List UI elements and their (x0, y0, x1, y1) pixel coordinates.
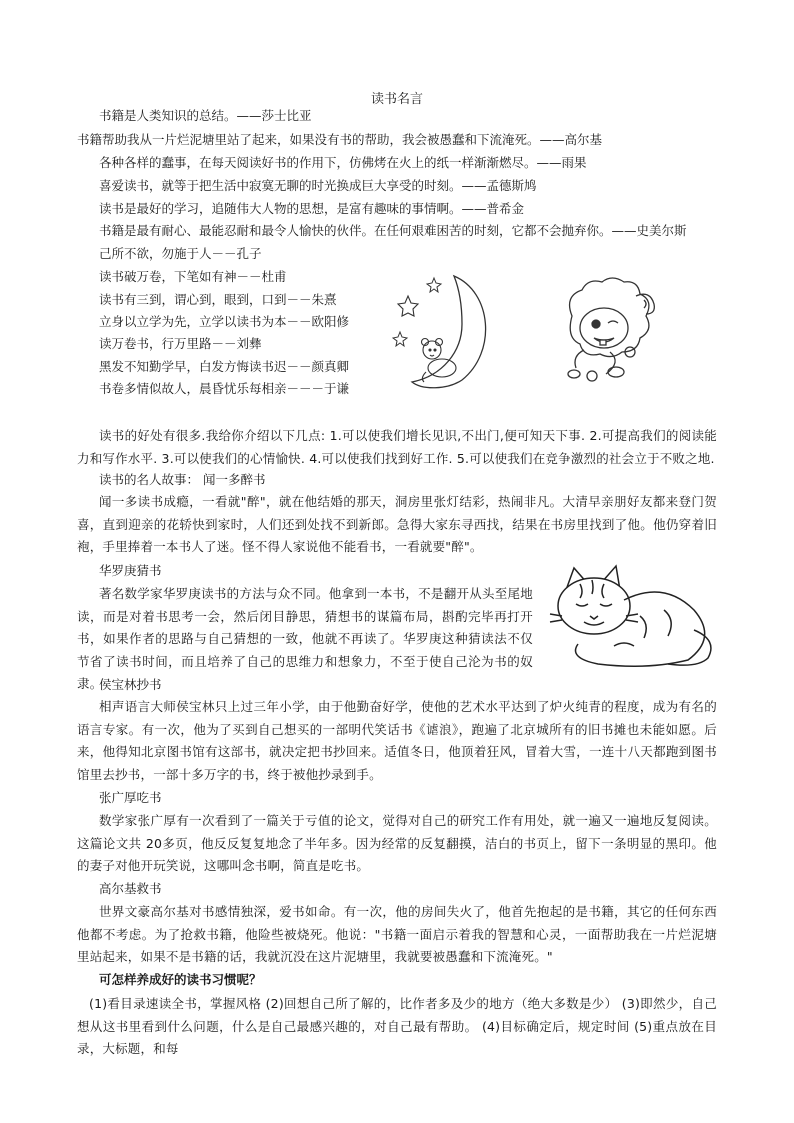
benefits-paragraph: 读书的好处有很多.我给你介绍以下几点: 1.可以使我们增长见识,不出门,便可知天下事. 2.可提高我们的阅读能力和写作水平. 3.可以使我们的心情愉快. 4.可以使我们找到好工作. 5.可以使我们在竞争激烈的社会立于不败之地. (77, 428, 717, 466)
quote-line: 己所不欲，勿施于人－－孔子 (99, 246, 262, 261)
quote-line: 书籍是最有耐心、最能忍耐和最令人愉快的伙伴。在任何艰难困苦的时刻，它都不会抛弃你。——史美尔斯 (99, 223, 687, 238)
moon-icon (412, 276, 486, 388)
story-title: 张广厚吃书 (99, 790, 162, 805)
story-paragraph-hou: 相声语言大师侯宝林只上过三年小学，由于他勤奋好学，使他的艺术水平达到了炉火纯青的程度，成为有名的语言专家。有一次，他为了买到自己想买的一部明代笑话书《谑浪》，跑遍了北京城所有的旧书摊也未能如愿。后来，他得知北京图书馆有这部书，就决定把书抄回来。适值冬日，他顶着狂风，冒着大雪，一连十八天都跑到图书馆里去抄书，一部十多万字的书，终于被他抄录到手。 (77, 699, 717, 782)
cartoon-goat-illustration (552, 276, 662, 388)
quote-line: 书籍是人类知识的总结。——莎士比亚 (99, 108, 312, 123)
quote-line: 读书破万卷，下笔如有神－－杜甫 (99, 269, 287, 284)
story-title: 高尔基救书 (99, 881, 162, 896)
story-title: 华罗庚猜书 (99, 563, 162, 578)
quote-line: 各种各样的蠢事，在每天阅读好书的作用下，仿佛烤在火上的纸一样渐渐燃尽。——雨果 (99, 155, 587, 170)
moon-bear-illustration (392, 272, 502, 392)
section-heading: 读书的名人故事： 闻一多醉书 (99, 472, 266, 487)
story-paragraph-wen: 闻一多读书成瘾，一看就"醉"，就在他结婚的那天，洞房里张灯结彩，热闹非凡。大清早亲朋好友都来登门贺喜，直到迎亲的花轿快到家时，人们还到处找不到新郎。急得大家东寻西找，结果在书房里找到了他。他仍穿着旧袍，手里捧着一本书人了迷。怪不得人家说他不能看书，一看就要"醉"。 (77, 494, 717, 554)
habit-heading: 可怎样养成好的读书习惯呢？ (99, 972, 262, 987)
habit-paragraph: (1)看目录速读全书，掌握风格 (2)回想自己所了解的，比作者多及少的地方（绝大多数是少） (3)即然少，自己想从这书里看到什么问题，什么是自己最感兴趣的，对自己最有帮助。 (4)目标确定后，规定时间 (5)重点放在目录，大标题，和每 (77, 996, 717, 1056)
story-paragraph-hua: 著名数学家华罗庚读书的方法与众不同。他拿到一本书，不是翻开从头至尾地读，而是对着书思考一会，然后闭目静思，猜想书的谋篇布局，斟酌完毕再打开书，如果作者的思路与自己猜想的一致，他就不再读了。华罗庚这种猜读法不仅节省了读书时间，而且培养了自己的思维力和想象力，不至于使自己沦为书的奴隶。 (77, 586, 533, 691)
story-paragraph-gorky: 世界文豪高尔基对书感情独深，爱书如命。有一次，他的房间失火了，他首先抱起的是书籍，其它的任何东西他都不考虑。为了抢救书籍，他险些被烧死。他说："书籍一面启示着我的智慧和心灵，一面帮助我在一片烂泥塘里站起来，如果不是书籍的话，我就沉没在这片泥塘里，我就要被愚蠢和下流淹死。" (77, 904, 717, 964)
star-icon (398, 296, 418, 316)
quote-line: 读万卷书，行万里路－－刘彝 (99, 336, 262, 351)
story-paragraph-zhang: 数学家张广厚有一次看到了一篇关于亏值的论文，觉得对自己的研究工作有用处，就一遍又一遍地反复阅读。这篇论文共 20多页，他反反复复地念了半年多。因为经常的反复翻摸，洁白的书页上，留下一条明显的黑印。他的妻子对他开玩笑说，这哪叫念书啊，简直是吃书。 (77, 813, 717, 873)
sleeping-cat-illustration (544, 560, 724, 670)
star-icon (427, 278, 441, 292)
page-title: 读书名言 (370, 92, 423, 107)
quote-line: 黑发不知勤学早，白发方悔读书迟－－颜真卿 (99, 359, 350, 374)
story-title: 侯宝林抄书 (99, 677, 162, 692)
star-icon (393, 332, 407, 346)
quote-line: 书籍帮助我从一片烂泥塘里站了起来，如果没有书的帮助，我会被愚蠢和下流淹死。——高尔基 (77, 132, 603, 147)
teddy-bear-icon (422, 339, 457, 383)
quote-line: 读书有三到，谓心到，眼到，口到－－朱熹 (99, 292, 337, 307)
quote-line: 喜爱读书，就等于把生活中寂寞无聊的时光换成巨大享受的时刻。——孟德斯鸠 (99, 178, 537, 193)
quote-line: 读书是最好的学习，追随伟大人物的思想，是富有趣味的事情啊。——普希金 (99, 201, 525, 216)
quote-line: 立身以立学为先，立学以读书为本－－欧阳修 (99, 314, 350, 329)
quote-line: 书卷多情似故人，晨昏忧乐每相亲－－－于谦 (99, 381, 350, 396)
